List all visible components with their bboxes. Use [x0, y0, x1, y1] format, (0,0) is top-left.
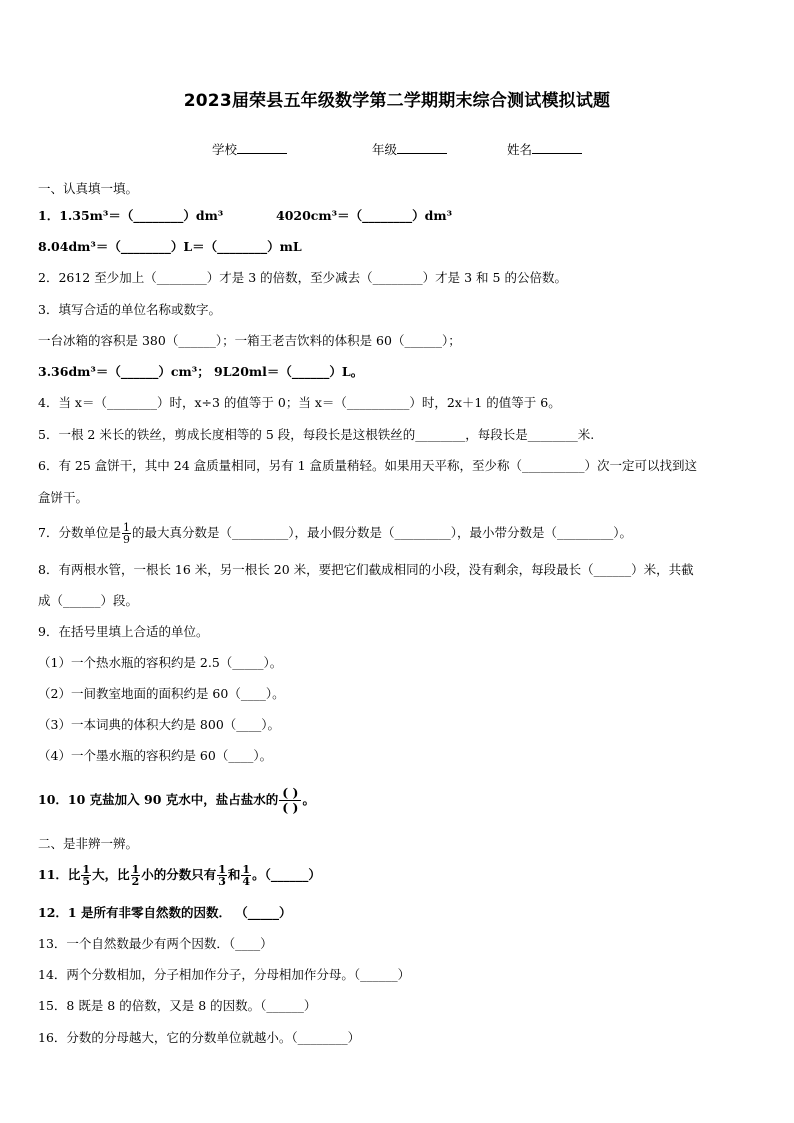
question-11-mid2: 小的分数只有 [141, 867, 217, 882]
question-1a: 1．1.35m³＝（________）dm³ [38, 208, 224, 223]
blank-fraction: $\frac{( )}{( )}$ [279, 786, 301, 815]
question-16: 16．分数的分母越大，它的分数单位就越小。（________） [38, 1030, 361, 1045]
question-1b: 4020cm³＝（________）dm³ [276, 208, 453, 223]
question-9-item: （4）一个墨水瓶的容积约是 60（____）。 [38, 748, 273, 763]
name-label: 姓名 [507, 142, 533, 157]
question-7-post: 的最大真分数是（_________），最小假分数是（_________），最小带分数是（_________）。 [131, 525, 632, 540]
question-11-pre: 11．比 [38, 867, 81, 882]
grade-field [372, 140, 447, 158]
question-11-mid3: 和 [227, 867, 241, 882]
question-11 [38, 864, 764, 887]
question-10-post: 。 [302, 792, 315, 807]
question-5: 5．一根 2 米长的铁丝，剪成长度相等的 5 段，每段长是这根铁丝的________，每段长是________米. [38, 427, 595, 442]
question-9-stem: 9．在括号里填上合适的单位。 [38, 624, 209, 639]
question-9-item: （2）一间教室地面的面积约是 60（____）。 [38, 686, 285, 701]
question-7 [38, 522, 764, 545]
question-3a: 一台冰箱的容积是 380（______）；一箱王老吉饮料的体积是 60（______）； [38, 333, 461, 348]
school-blank [237, 141, 287, 154]
section-heading-2: 二、是非辨一辨。 [38, 836, 139, 851]
question-4: 4．当 x＝（________）时，x÷3 的值等于 0；当 x＝（__________）时，2x＋1 的值等于 6。 [38, 395, 561, 410]
fraction-one-half: $\frac{1}{2}$ [131, 863, 140, 888]
question-7-pre: 7．分数单位是 [38, 525, 121, 540]
grade-label: 年级 [372, 142, 398, 157]
question-11-post: 。（______） [252, 867, 321, 882]
section-heading-1: 一、认真填一填。 [38, 181, 139, 196]
name-blank [532, 141, 582, 154]
question-6b: 盒饼干。 [38, 490, 89, 505]
question-12: 12．1 是所有非零自然数的因数． （_____） [38, 905, 292, 920]
name-field [507, 140, 582, 158]
question-15: 15．8 既是 8 的倍数，又是 8 的因数。（______） [38, 998, 317, 1013]
question-9-item: （1）一个热水瓶的容积约是 2.5（_____）。 [38, 655, 283, 670]
question-6a: 6．有 25 盒饼干，其中 24 盒质量相同，另有 1 盒质量稍轻。如果用天平称，至少称（__________）次一定可以找到这 [38, 458, 698, 473]
question-8a: 8．有两根水管，一根长 16 米，另一根长 20 米，要把它们截成相同的小段，没有剩余，每段最长（______）米，共截 [38, 562, 694, 577]
question-10-pre: 10．10 克盐加入 90 克水中，盐占盐水的 [38, 792, 279, 807]
school-field [212, 140, 287, 158]
question-2: 2．2612 至少加上（________）才是 3 的倍数，至少减去（________）才是 3 和 5 的公倍数。 [38, 270, 567, 285]
fraction-one-quarter: $\frac{1}{4}$ [242, 863, 251, 888]
page-title: 2023届荣县五年级数学第二学期期末综合测试模拟试题 [183, 91, 611, 111]
question-8b: 成（______）段。 [38, 593, 139, 608]
school-label: 学校 [212, 142, 238, 157]
fraction-one-third: $\frac{1}{3}$ [218, 863, 226, 888]
question-14: 14．两个分数相加，分子相加作分子，分母相加作分母。（______） [38, 967, 411, 982]
question-3-stem: 3．填写合适的单位名称或数字。 [38, 302, 221, 317]
question-3b: 3.36dm³＝（______）cm³； 9L20ml＝（______）L。 [38, 364, 364, 379]
question-11-mid1: 大，比 [92, 867, 130, 882]
fraction-one-ninth: $\frac{1}{9}$ [122, 521, 130, 546]
question-9-item: （3）一本词典的体积大约是 800（____）。 [38, 717, 281, 732]
question-1c: 8.04dm³＝（________）L＝（________）mL [38, 239, 302, 254]
fraction-one-fifth: $\frac{1}{5}$ [82, 863, 91, 888]
grade-blank [397, 141, 447, 154]
question-10 [38, 786, 764, 815]
question-13: 13．一个自然数最少有两个因数．（____） [38, 936, 273, 951]
